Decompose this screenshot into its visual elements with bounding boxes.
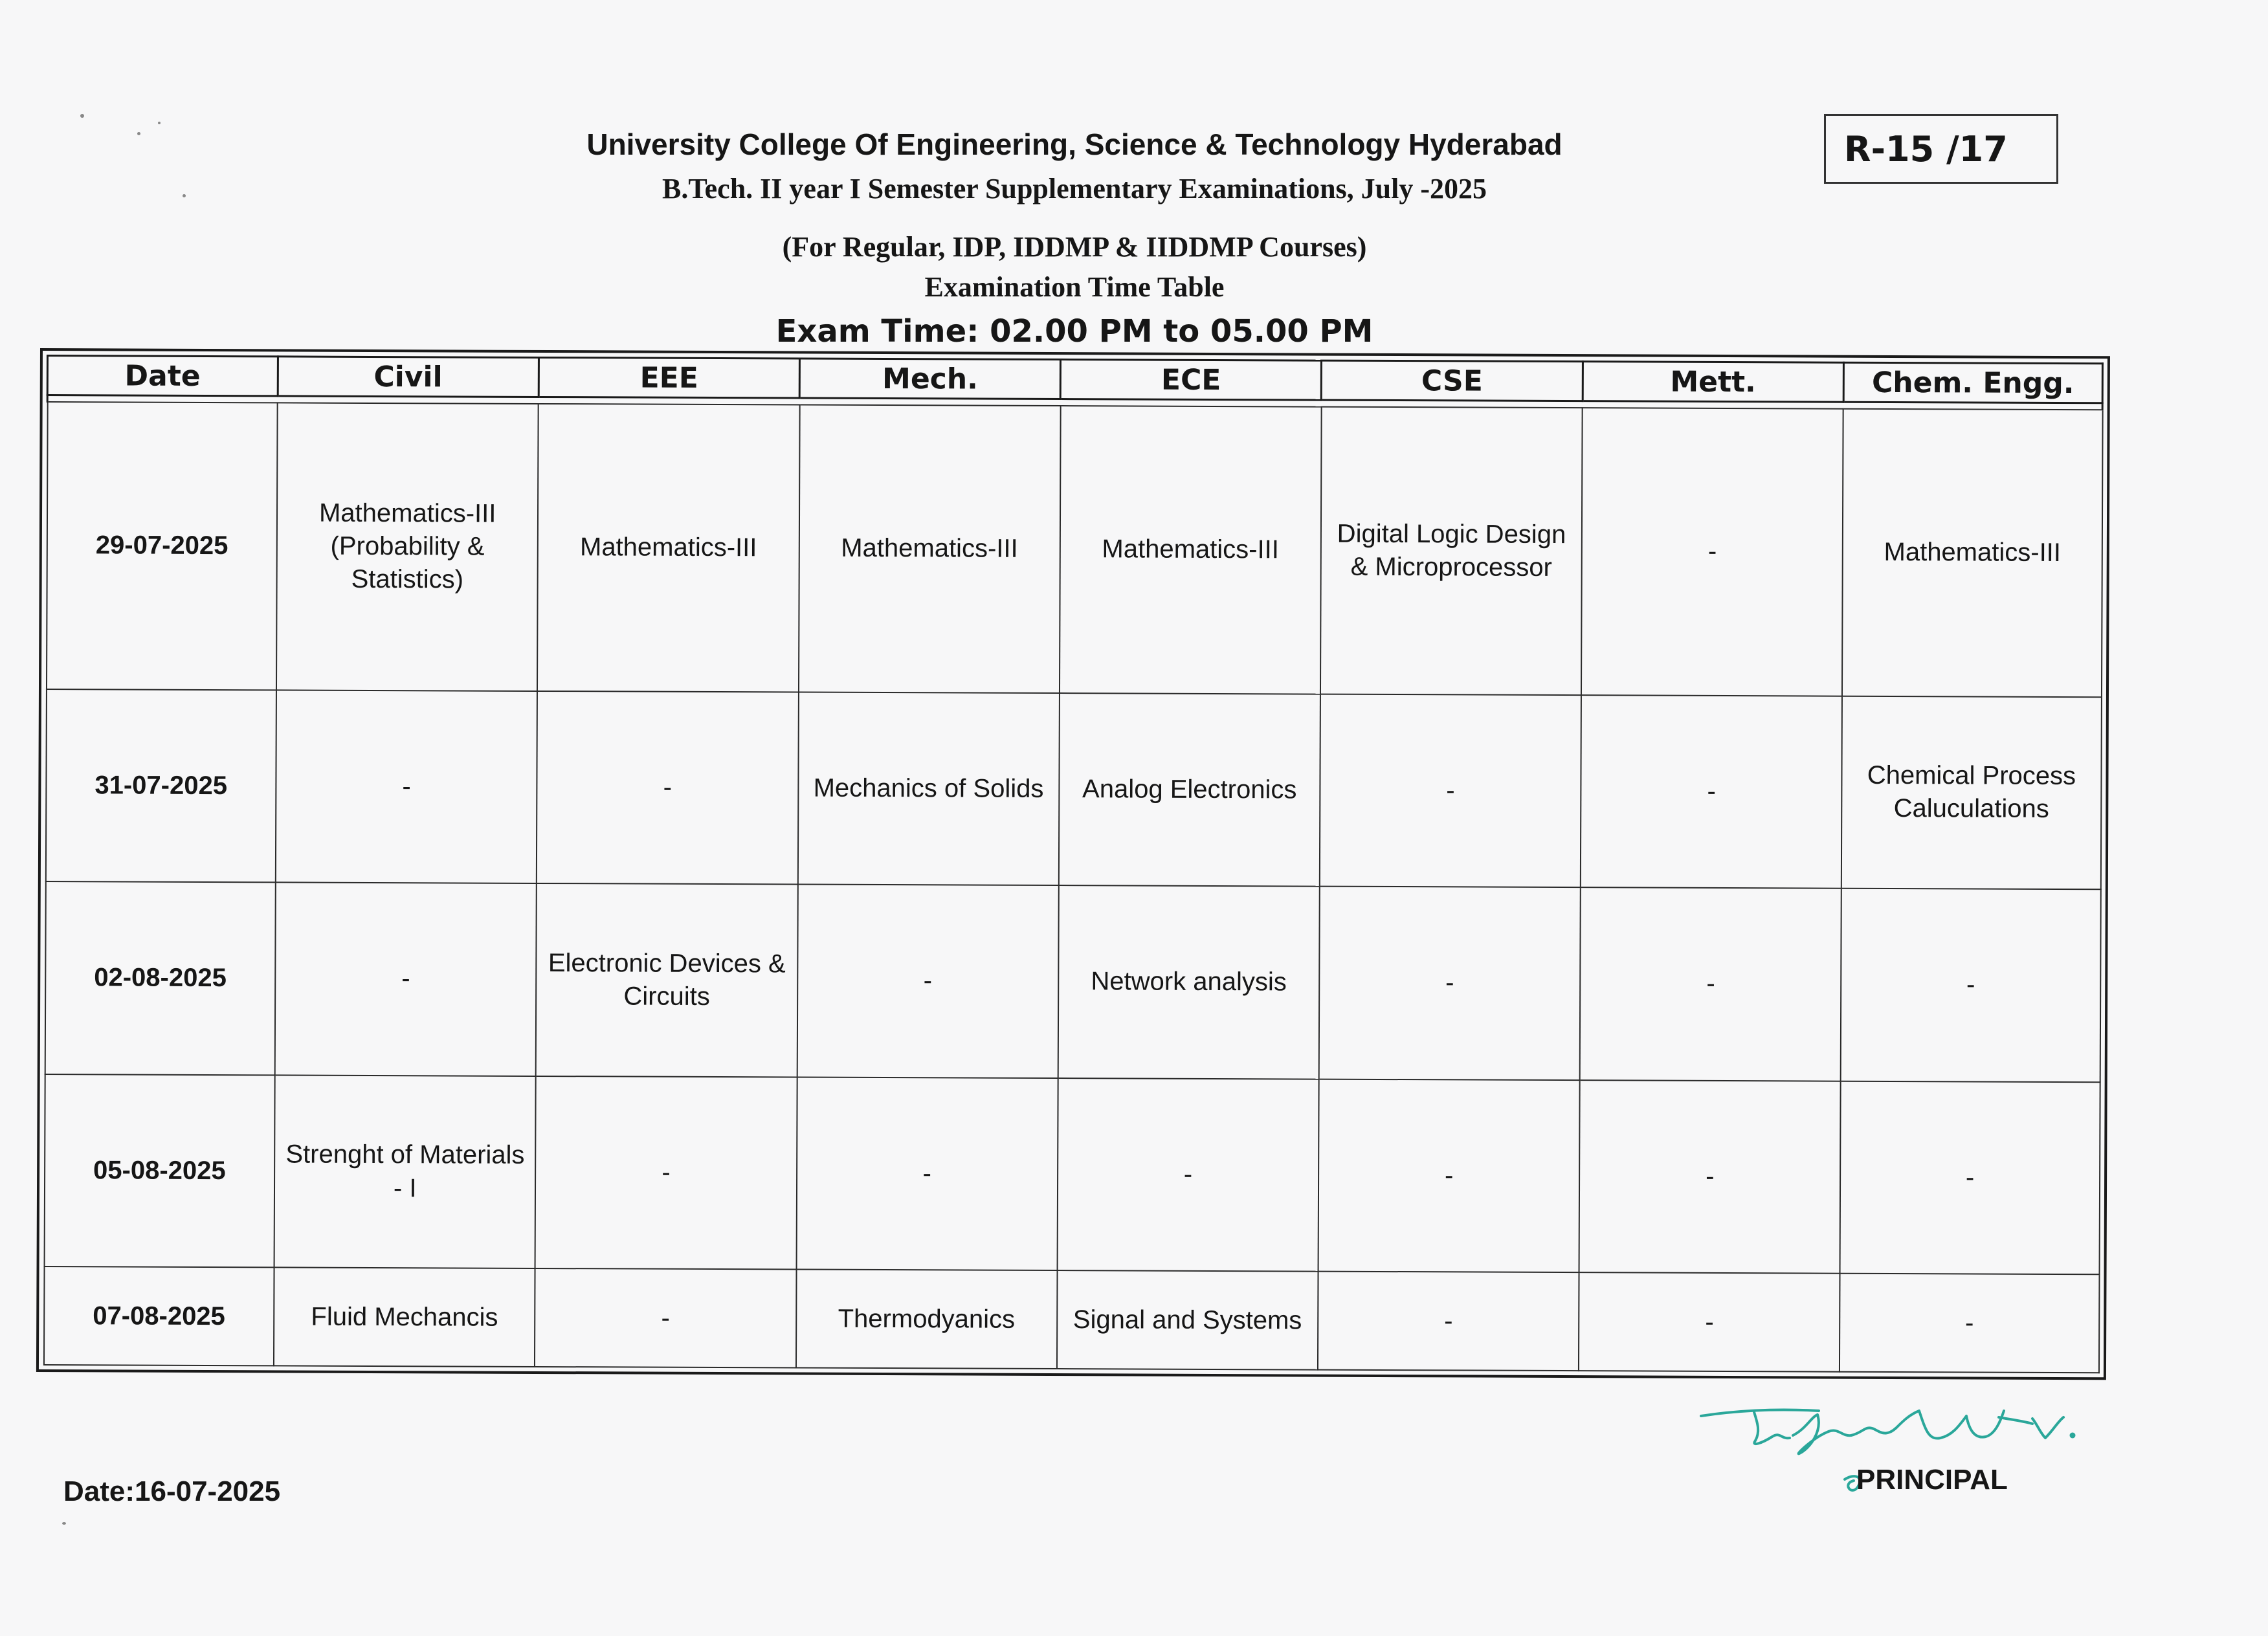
subject-cell: Mathematics-III (799, 405, 1061, 693)
scan-speck (183, 194, 186, 197)
column-header: Mech. (799, 359, 1060, 399)
subject-cell: Mathematics-III (Probability & Statistics) (276, 403, 539, 691)
table-row (45, 881, 2100, 1082)
timetable (43, 355, 2104, 1373)
subject-cell: Network analysis (1058, 885, 1319, 1079)
column-header: Mett. (1583, 362, 1843, 403)
table-row (46, 402, 2102, 697)
subject-cell: - (1840, 1274, 2099, 1373)
subject-cell: - (1579, 1272, 1840, 1371)
subject-cell: - (796, 1077, 1058, 1270)
exam-date-cell: 31-07-2025 (45, 689, 276, 883)
subject-cell: - (1580, 887, 1841, 1081)
column-header: CSE (1322, 360, 1583, 401)
subject-cell: - (535, 1268, 796, 1367)
subject-cell: - (1318, 1079, 1580, 1272)
subject-cell: Mechanics of Solids (797, 692, 1059, 885)
column-header: EEE (539, 357, 799, 398)
exam-time: Exam Time: 02.00 PM to 05.00 PM (775, 313, 1373, 349)
exam-date-cell: 29-07-2025 (46, 402, 277, 690)
subject-cell: - (1320, 694, 1581, 887)
scan-speck (62, 1522, 66, 1525)
university-name: University College Of Engineering, Science & Technology Hyderabad (586, 127, 1562, 161)
subject-cell: - (797, 885, 1058, 1078)
exam-date-cell: 07-08-2025 (43, 1266, 274, 1365)
subject-cell: Signal and Systems (1057, 1270, 1318, 1369)
table-body (43, 395, 2102, 1373)
principal-label: PRINCIPAL (1856, 1464, 2008, 1496)
subject-cell: - (537, 691, 798, 885)
subject-cell: - (1581, 408, 1843, 696)
courses-line: (For Regular, IDP, IDDMP & IIDDMP Courses) (782, 231, 1367, 263)
subject-cell: Electronic Devices & Circuits (536, 883, 797, 1077)
exam-date-cell: 02-08-2025 (45, 881, 276, 1075)
subject-cell: Mathematics-III (1842, 409, 2102, 697)
subject-cell: Analog Electronics (1059, 693, 1320, 887)
column-header: Civil (278, 357, 539, 397)
subject-cell: Mathematics-III (1060, 406, 1322, 694)
subject-cell: - (1841, 889, 2100, 1082)
column-header: Date (47, 356, 278, 396)
subject-cell: - (535, 1076, 797, 1270)
subject-cell: - (1057, 1078, 1318, 1272)
scan-speck (80, 114, 84, 118)
subject-cell: - (276, 690, 537, 883)
table-row (43, 1266, 2099, 1373)
scan-speck (158, 122, 161, 124)
principal-signature (1696, 1391, 2136, 1521)
table-row (44, 1074, 2100, 1275)
subject-cell: Mathematics-III (537, 404, 799, 692)
subject-cell: Digital Logic Design & Microprocessor (1320, 407, 1583, 695)
exam-date-cell: 05-08-2025 (44, 1074, 275, 1268)
subject-cell: Thermodyanics (795, 1270, 1057, 1369)
subject-cell: - (1318, 1272, 1579, 1371)
subject-cell: Fluid Mechancis (274, 1268, 535, 1367)
table-row (45, 689, 2101, 890)
column-header: ECE (1060, 360, 1321, 401)
column-header: Chem. Engg. (1843, 362, 2102, 403)
subject-cell: - (1319, 887, 1581, 1080)
regulation-box: R-15 /17 (1824, 114, 2058, 184)
table-title: Examination Time Table (924, 271, 1225, 303)
subject-cell: - (1579, 1080, 1841, 1274)
issue-date: Date:16-07-2025 (63, 1476, 281, 1507)
exam-title: B.Tech. II year I Semester Supplementary Examinations, July -2025 (662, 173, 1487, 204)
subject-cell: Strenght of Materials - I (274, 1075, 536, 1268)
subject-cell: - (275, 883, 537, 1076)
subject-cell: - (1840, 1081, 2100, 1274)
subject-cell: Chemical Process Caluculations (1841, 696, 2101, 889)
scan-speck (137, 132, 140, 135)
subject-cell: - (1581, 695, 1842, 889)
timetable-frame (36, 348, 2110, 1380)
